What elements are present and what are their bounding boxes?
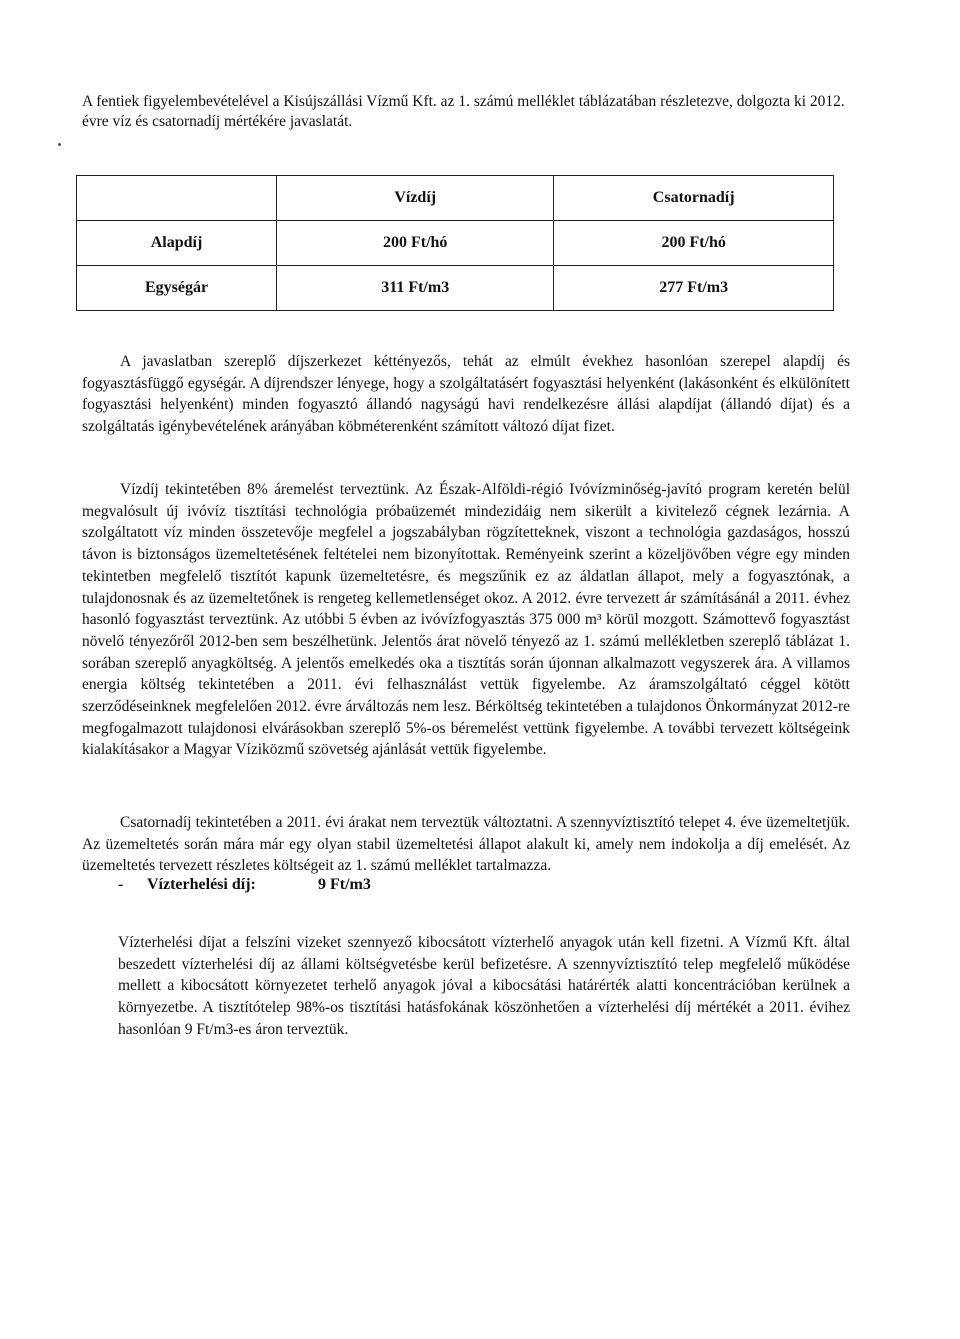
table-row [77,221,834,266]
intro-paragraph: A fentiek figyelembevételével a Kisújszállási Vízmű Kft. az 1. számú melléklet táblázatában részletezve, dolgozta ki 2012. évre víz és csatornadíj mértékére javaslatát. [82,93,845,130]
table-cell: Egységár [77,266,277,311]
paragraph-sewage-fee: Csatornadíj tekintetében a 2011. évi árakat nem terveztük változtatni. A szennyvíztisztító telepet 4. éve üzemeltetjük. Az üzemeltetés során mára már egy olyan stabil üzemeltetési állapot alakult ki, amely nem indokolja a díj emelését. Az üzemeltetés tervezett részletes költségeit az 1. számú melléklet tartalmazza. [82,814,850,875]
table-cell: Alapdíj [77,221,277,266]
heading-dash: - [118,876,124,893]
paragraph-load-fee: Vízterhelési díjat a felszíni vizeket szennyező kibocsátott vízterhelő anyagok után kell fizetni. A Vízmű Kft. által beszedett vízterhelési díj az állami költségvetésbe kerül befizetésre. A szennyvíztisztító telep megfelelő működése mellett a kibocsátott környezetet terhelő anyagok jóval a kibocsátási határérték alatti koncentrációban kerülnek a környezetbe. A tisztítótelep 98%-os tisztítási hatásfokának köszönhetően a vízterhelési díj mértékét a 2011. évihez hasonlóan 9 Ft/m3-es áron terveztük. [118,934,850,1038]
stray-dot [58,143,61,146]
table-cell: 200 Ft/hó [277,221,554,266]
heading-value: 9 Ft/m3 [318,876,371,893]
table-header-row [77,176,834,221]
table-cell: 311 Ft/m3 [277,266,554,311]
heading-label: Vízterhelési díj: [147,876,256,893]
table-cell: 200 Ft/hó [554,221,834,266]
table-header-cell: Vízdíj [277,176,554,221]
paragraph-fee-structure: A javaslatban szereplő díjszerkezet kéttényezős, tehát az elmúlt évekhez hasonlóan szerepel alapdíj és fogyasztásfüggő egységár. A díjrendszer lényege, hogy a szolgáltatásért fogyasztási helyenként (lakásonként és elkülönített fogyasztási helyenként) minden fogyasztó állandó nagyságú havi rendelkezésre állási alapdíjat (állandó díjat) és a szolgáltatás igénybevételének arányában köbméterenként számított változó díjat fizet. [82,353,850,436]
table-row [77,266,834,311]
paragraph-water-fee: Vízdíj tekintetében 8% áremelést terveztünk. Az Észak-Alföldi-régió Ivóvízminőség-javító program keretén belül megvalósult új ivóvíz tisztítási technológia próbaüzemét mindezidáig nem sikerült a kivitelező cégnek lezárnia. A szolgáltatott víz minden összetevője megfelel a jogszabályban rögzítetteknek, viszont a technológia gazdaságos, hosszú távon is biztonságos üzemeltetésének feltételei nem bizonyítottak. Reményeink szerint a közeljövőben végre egy minden tekintetben megfelelő tisztítót kapunk üzemeltetésre, és megszűnik ez az áldatlan állapot, mely a fogyasztónak, a tulajdonosnak és az üzemeltetőnek is rengeteg kellemetlenséget okoz. A 2012. évre tervezett ár számításánál a 2011. évhez hasonló fogyasztást terveztünk. Az utóbbi 5 évben az ivóvízfogyasztás 375 000 m³ körül mozgott. Számottevő fogyasztást növelő tényezőről 2012-ben sem beszélhetünk. Jelentős árat növelő tényező az 1. számú mellékletben szereplő táblázat 1. sorában szereplő anyagköltség. A jelentős emelkedés oka a tisztítás során újonnan alkalmazott vegyszerek ára. A villamos energia költség tekintetében a 2011. évi felhasználást vettük figyelembe. Az áramszolgáltató céggel kötött szerződéseinknek megfelelően 2012. évre árváltozás nem lesz. Bérköltség tekintetében a tulajdonos Önkormányzat 2012-re megfogalmazott tulajdonosi elvárásokban szereplő 5%-os béremelést vettünk figyelembe. A további tervezett költségeink kialakításakor a Magyar Víziközmű szövetség ajánlását vettük figyelembe. [82,481,850,759]
table-cell: 277 Ft/m3 [554,266,834,311]
table-header-cell: Csatornadíj [554,176,834,221]
fee-table [76,175,834,311]
table-header-cell [77,176,277,221]
